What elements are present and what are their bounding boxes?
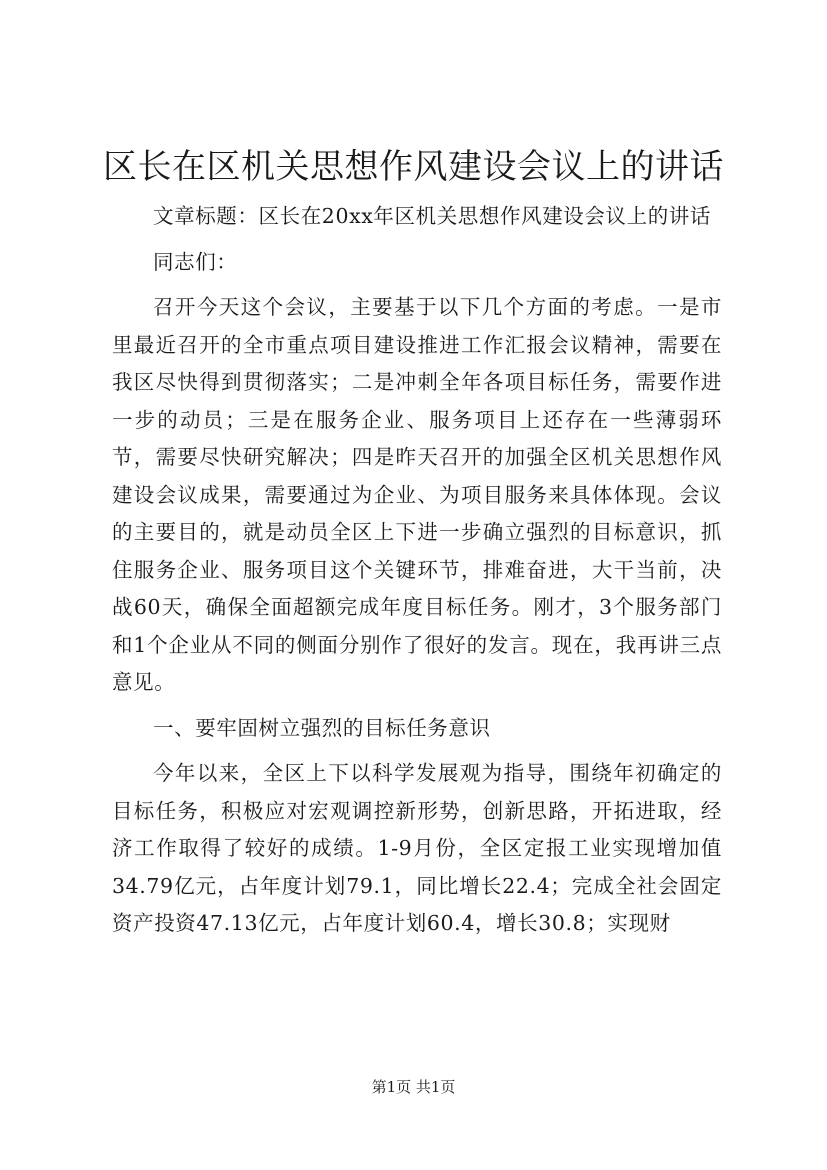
paragraph-intro: 召开今天这个会议，主要基于以下几个方面的考虑。一是市里最近召开的全市重点项目建设推进工作汇报会议精神，需要在我区尽快得到贯彻落实；二是冲刺全年各项目标任务，需要作进一步的动员；三是在服务企业、服务项目上还存在一些薄弱环节，需要尽快研究解决；四是昨天召开的加强全区机关思想作风建设会议成果，需要通过为企业、为项目服务来具体体现。会议的主要目的，就是动员全区上下进一步确立强烈的目标意识，抓住服务企业、服务项目这个关键环节，排难奋进，大干当前，决战60天，确保全面超额完成年度目标任务。刚才，3个服务部门和1个企业从不同的侧面分别作了很好的发言。现在，我再讲三点意见。	[112, 295, 722, 694]
article-title-line: 文章标题：区长在20xx年区机关思想作风建设会议上的讲话	[153, 204, 712, 228]
document-title: 区长在区机关思想作风建设会议上的讲话	[103, 147, 724, 187]
page-footer: 第1页 共1页	[371, 1078, 456, 1096]
salutation: 同志们：	[153, 249, 238, 274]
paragraph-section-1: 今年以来，全区上下以科学发展观为指导，围绕年初确定的目标任务，积极应对宏观调控新形势，创新思路，开拓进取，经济工作取得了较好的成绩。1-9月份，全区定报工业实现增加值34.79亿元，占年度计划79.1，同比增长22.4；完成全社会固定资产投资47.13亿元，占年度计划60.4，增长30.8；实现财	[112, 761, 722, 935]
section-heading-1: 一、要牢固树立强烈的目标任务意识	[153, 715, 491, 740]
document-body	[112, 198, 722, 951]
